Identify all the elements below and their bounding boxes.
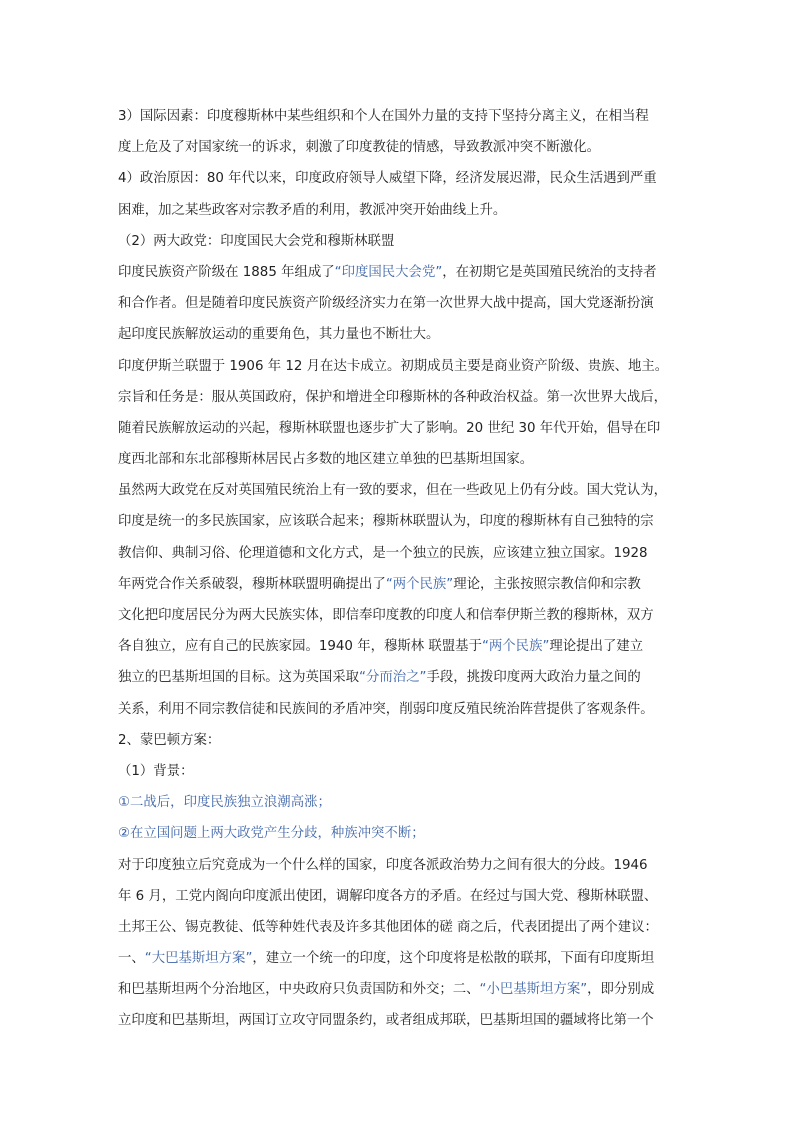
text-line bbox=[118, 631, 678, 662]
text-line bbox=[118, 694, 678, 725]
text-segment: 4）政治原因：80 年代以来，印度政府领导人威望下降，经济发展迟滞，民众生活遇到严重 bbox=[118, 171, 657, 187]
text-segment: （1）背景： bbox=[118, 763, 194, 779]
text-segment: 印度伊斯兰联盟于 1906 年 12 月在达卡成立。初期成员主要是商业资产阶级、贵族、地主。 bbox=[118, 358, 669, 374]
text-line bbox=[118, 881, 678, 912]
text-segment: 关系，利用不同宗教信徒和民族间的矛盾冲突，削弱印度反殖民统治阵营提供了客观条件。 bbox=[118, 701, 654, 717]
text-line bbox=[118, 538, 678, 569]
text-line bbox=[118, 475, 678, 506]
text-line bbox=[118, 974, 678, 1005]
text-segment: 立印度和巴基斯坦，两国订立攻守同盟条约，或者组成邦联，巴基斯坦国的疆域将比第一个 bbox=[118, 1013, 654, 1029]
text-segment: 理论提出了建立 bbox=[549, 639, 644, 655]
text-line bbox=[118, 351, 678, 382]
text-line bbox=[118, 506, 678, 537]
highlighted-text: “印度国民大会党” bbox=[334, 264, 443, 280]
text-line bbox=[118, 662, 678, 693]
text-line bbox=[118, 787, 678, 818]
text-segment: 对于印度独立后究竟成为一个什么样的国家，印度各派政治势力之间有很大的分歧。1946 bbox=[118, 857, 648, 873]
text-line bbox=[118, 163, 678, 194]
document-body bbox=[118, 101, 678, 1037]
text-segment: ，在初期它是英国殖民统治的支持者 bbox=[442, 264, 657, 280]
text-segment: 教信仰、典制习俗、伦理道德和文化方式，是一个独立的民族，应该建立独立国家。1928 bbox=[118, 545, 648, 561]
text-line bbox=[118, 912, 678, 943]
text-line bbox=[118, 382, 678, 413]
text-line bbox=[118, 1005, 678, 1036]
text-segment: 年 6 月，工党内阁向印度派出使团，调解印度各方的矛盾。在经过与国大党、穆斯林联盟、 bbox=[118, 888, 658, 904]
text-segment: 随着民族解放运动的兴起，穆斯林联盟也逐步扩大了影响。20 世纪 30 年代开始，倡导在印 bbox=[118, 420, 661, 436]
text-line bbox=[118, 195, 678, 226]
text-segment: 印度民族资产阶级在 1885 年组成了 bbox=[118, 264, 335, 280]
highlighted-text: “大巴基斯坦方案” bbox=[144, 951, 253, 967]
text-line bbox=[118, 101, 678, 132]
text-line bbox=[118, 288, 678, 319]
text-line bbox=[118, 818, 678, 849]
highlighted-text: “分而治之” bbox=[359, 670, 427, 686]
text-segment: ，建立一个统一的印度，这个印度将是松散的联邦，下面有印度斯坦 bbox=[252, 951, 655, 967]
highlighted-text: “小巴基斯坦方案” bbox=[479, 982, 588, 998]
text-segment: 虽然两大政党在反对英国殖民统治上有一致的要求，但在一些政见上仍有分歧。国大党认为， bbox=[118, 483, 668, 499]
text-segment: 各自独立，应有自己的民族家园。1940 年，穆斯林 联盟基于 bbox=[118, 639, 482, 655]
text-segment: 3）国际因素：印度穆斯林中某些组织和个人在国外力量的支持下坚持分离主义，在相当程 bbox=[118, 109, 649, 124]
text-line bbox=[118, 132, 678, 163]
text-segment: 2、蒙巴顿方案： bbox=[118, 732, 221, 748]
highlighted-text: ②在立国问题上两大政党产生分歧，种族冲突不断； bbox=[118, 826, 425, 842]
text-segment: 宗旨和任务是：服从英国政府，保护和增进全印穆斯林的各种政治权益。第一次世界大战后， bbox=[118, 389, 668, 405]
text-line bbox=[118, 569, 678, 600]
text-line bbox=[118, 600, 678, 631]
text-line bbox=[118, 257, 678, 288]
text-segment: ，即分别成 bbox=[587, 982, 655, 998]
text-segment: 度上危及了对国家统一的诉求，刺激了印度教徒的情感，导致教派冲突不断激化。 bbox=[118, 140, 601, 156]
text-line bbox=[118, 943, 678, 974]
text-segment: 手段，挑拨印度两大政治力量之间的 bbox=[426, 670, 641, 686]
text-segment: 困难，加之某些政客对宗教矛盾的利用，教派冲突开始曲线上升。 bbox=[118, 202, 507, 218]
text-line bbox=[118, 756, 678, 787]
text-line bbox=[118, 319, 678, 350]
text-segment: 起印度民族解放运动的重要角色，其力量也不断壮大。 bbox=[118, 327, 440, 343]
text-segment: 年两党合作关系破裂，穆斯林联盟明确提出了 bbox=[118, 576, 386, 592]
text-segment: 和巴基斯坦两个分治地区，中央政府只负责国防和外交；二、 bbox=[118, 982, 480, 998]
text-segment: 度西北部和东北部穆斯林居民占多数的地区建立单独的巴基斯坦国家。 bbox=[118, 452, 534, 468]
text-segment: （2）两大政党：印度国民大会党和穆斯林联盟 bbox=[118, 233, 395, 249]
text-line bbox=[118, 850, 678, 881]
highlighted-text: ①二战后，印度民族独立浪潮高涨； bbox=[118, 795, 331, 811]
text-segment: 文化把印度居民分为两大民族实体，即信奉印度教的印度人和信奉伊斯兰教的穆斯林，双方 bbox=[118, 608, 654, 623]
text-segment: 土邦王公、锡克教徒、低等种姓代表及许多其他团体的磋 商之后，代表团提出了两个建议： bbox=[118, 919, 658, 935]
text-segment: 印度是统一的多民族国家，应该联合起来；穆斯林联盟认为，印度的穆斯林有自己独特的宗 bbox=[118, 514, 654, 530]
text-segment: 一、 bbox=[118, 951, 145, 967]
text-line bbox=[118, 444, 678, 475]
highlighted-text: “两个民族” bbox=[481, 639, 550, 655]
text-line bbox=[118, 725, 678, 756]
text-line bbox=[118, 413, 678, 444]
text-line bbox=[118, 226, 678, 257]
text-segment: 理论，主张按照宗教信仰和宗教 bbox=[453, 576, 641, 592]
text-segment: 和合作者。但是随着印度民族资产阶级经济实力在第一次世界大战中提高，国大党逐渐扮演 bbox=[118, 296, 654, 312]
highlighted-text: “两个民族” bbox=[385, 576, 454, 592]
text-segment: 独立的巴基斯坦国的目标。这为英国采取 bbox=[118, 670, 360, 686]
